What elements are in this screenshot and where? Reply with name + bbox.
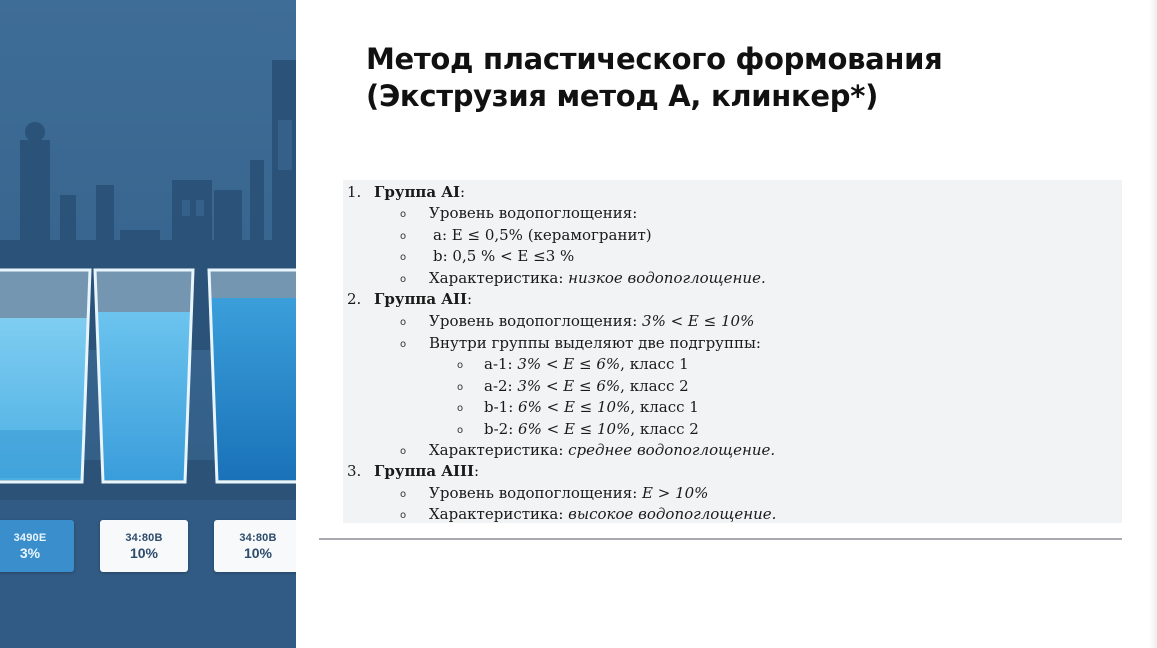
glass-label-card [0, 520, 74, 572]
group-name: Группа AI [374, 183, 461, 201]
list-item: Внутри группы выделяют две подгруппы: [429, 334, 761, 352]
list-item: Характеристика: высокое водопоглощение. [429, 505, 777, 523]
slide-edge-shadow [1149, 0, 1157, 648]
card-percent: 3% [19, 544, 41, 561]
bullet-icon: o [457, 425, 464, 436]
group-heading [374, 289, 472, 310]
title-line-2: (Экструзия метод А, клинкер*) [366, 79, 879, 113]
bullet-icon: o [457, 382, 464, 393]
bullet-icon: o [400, 274, 407, 285]
card-percent: 10% [243, 544, 273, 561]
group-heading [374, 461, 479, 482]
bullet-icon: o [457, 403, 464, 414]
bullet-icon: o [400, 339, 407, 350]
list-number: 2. [347, 290, 362, 308]
list-item: Уровень водопоглощения: E > 10% [429, 484, 709, 502]
glass-3 [209, 270, 296, 482]
bullet-icon: o [400, 317, 407, 328]
divider-line [319, 538, 1122, 540]
card-code: 34:80B [239, 531, 277, 544]
sub-list-item: a-2: 3% < E ≤ 6%, класс 2 [484, 377, 689, 395]
group-colon: : [474, 462, 480, 480]
list-number: 3. [347, 462, 362, 480]
list-item: Характеристика: низкое водопоглощение. [429, 269, 766, 287]
list-item: Характеристика: среднее водопоглощение. [429, 441, 776, 459]
slide-title [366, 41, 1126, 115]
bullet-icon: o [400, 252, 407, 263]
list-item: b: 0,5 % < E ≤3 % [433, 247, 575, 265]
card-percent: 10% [129, 544, 159, 561]
list-item: a: E ≤ 0,5% (керамогранит) [433, 226, 652, 244]
group-colon: : [467, 290, 473, 308]
bullet-icon: o [400, 446, 407, 457]
group-colon: : [460, 183, 466, 201]
sub-list-item: a-1: 3% < E ≤ 6%, класс 1 [484, 355, 689, 373]
bullet-icon: o [457, 360, 464, 371]
group-name: Группа AII [374, 290, 468, 308]
sub-list-item: b-1: 6% < E ≤ 10%, класс 1 [484, 398, 699, 416]
list-number: 1. [347, 183, 362, 201]
list-item: Уровень водопоглощения: 3% < E ≤ 10% [429, 312, 755, 330]
glass-2 [95, 270, 193, 482]
bullet-icon: o [400, 489, 407, 500]
card-code: 34:80B [125, 531, 163, 544]
glass-1 [0, 270, 90, 482]
bullet-icon: o [400, 231, 407, 242]
group-heading [374, 182, 465, 203]
group-name: Группа AIII [374, 462, 475, 480]
group-list [343, 180, 1122, 523]
water-glasses-illustration [0, 0, 296, 648]
sub-list-item: b-2: 6% < E ≤ 10%, класс 2 [484, 420, 699, 438]
bullet-icon: o [400, 209, 407, 220]
glass-label-card [214, 520, 296, 572]
bullet-icon: o [400, 510, 407, 521]
glass-label-card [100, 520, 188, 572]
title-line-1: Метод пластического формования [366, 42, 943, 76]
card-code: 3490E [13, 531, 47, 544]
list-item: Уровень водопоглощения: [429, 204, 638, 222]
